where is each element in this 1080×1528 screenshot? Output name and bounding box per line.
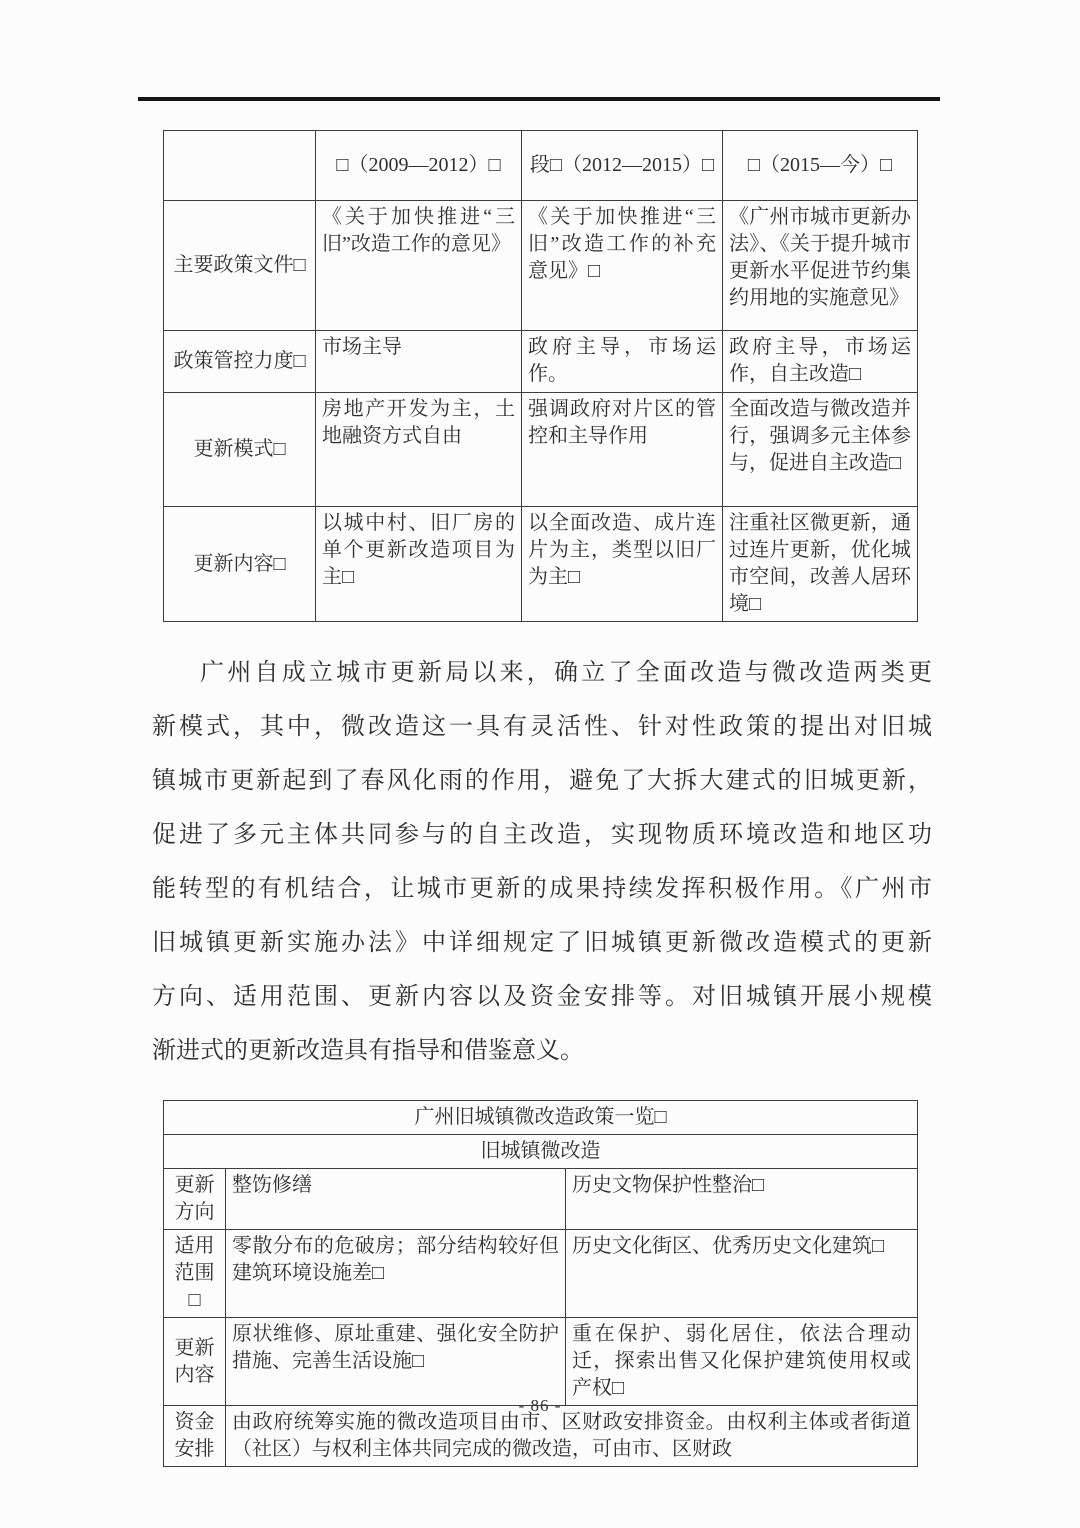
row-label-cell: 主要政策文件□ [164, 201, 316, 331]
row-label-cell: 更新内容 [164, 1318, 226, 1406]
paragraph-line: 促进了多元主体共同参与的自主改造，实现物质环境改造和地区功 [152, 822, 932, 848]
body-paragraph [152, 646, 932, 1078]
table-cell: 《关于加快推进“三旧”改造工作的意见》 [316, 201, 522, 331]
table-cell: 重在保护、弱化居住，依法合理动迁，探索出售又化保护建筑使用权或产权□ [566, 1318, 918, 1406]
table-title-row [164, 1101, 918, 1135]
table-cell: 《广州市城市更新办法》、《关于提升城市更新水平促进节约集约用地的实施意见》 [723, 201, 918, 331]
paragraph-line: 方向、适用范围、更新内容以及资金安排等。对旧城镇开展小规模 [152, 984, 932, 1010]
table-row [164, 201, 918, 331]
table-row [164, 1230, 918, 1318]
table-row [164, 393, 918, 507]
row-label-cell: 适用范围□ [164, 1230, 226, 1318]
table-cell: 零散分布的危破房；部分结构较好但建筑环境设施差□ [226, 1230, 566, 1318]
header-rule [138, 97, 940, 101]
table-cell: 以全面改造、成片连片为主，类型以旧厂为主□ [522, 507, 723, 622]
paragraph-line: 镇城市更新起到了春风化雨的作用，避免了大拆大建式的旧城更新， [152, 768, 932, 794]
page-content [152, 130, 932, 1467]
row-label-cell: 更新内容□ [164, 507, 316, 622]
table-cell: 强调政府对片区的管控和主导作用 [522, 393, 723, 507]
paragraph-line: 能转型的有机结合，让城市更新的成果持续发挥积极作用。《广州市 [152, 876, 932, 902]
table-cell: 全面改造与微改造并行，强调多元主体参与，促进自主改造□ [723, 393, 918, 507]
table-cell: 政府主导，市场运作，自主改造□ [723, 331, 918, 393]
paragraph-line: 旧城镇更新实施办法》中详细规定了旧城镇更新微改造模式的更新 [152, 930, 932, 956]
row-label-cell: 更新模式□ [164, 393, 316, 507]
table-cell: 市场主导 [316, 331, 522, 393]
table-cell: 以城中村、旧厂房的单个更新改造项目为主□ [316, 507, 522, 622]
row-label-cell: 资金安排 [164, 1406, 226, 1467]
table-cell: 政府主导，市场运作。 [522, 331, 723, 393]
policy-evolution-table [163, 130, 918, 622]
row-label-cell: 更新方向 [164, 1169, 226, 1230]
table-subtitle: 旧城镇微改造 [164, 1135, 918, 1169]
paragraph-line: 渐进式的更新改造具有指导和借鉴意义。 [152, 1038, 584, 1064]
table-header-cell: □（2009—2012）□ [316, 131, 522, 201]
table-header-row [164, 131, 918, 201]
table-header-cell: □（2015—今）□ [723, 131, 918, 201]
table-cell: 历史文化街区、优秀历史文化建筑□ [566, 1230, 918, 1318]
paragraph-line: 新模式，其中，微改造这一具有灵活性、针对性政策的提出对旧城 [152, 714, 932, 740]
table-cell: 由政府统筹实施的微改造项目由市、区财政安排资金。由权利主体或者街道（社区）与权利主体共同完成的微改造，可由市、区财政 [226, 1406, 918, 1467]
table-cell: 注重社区微更新，通过连片更新，优化城市空间，改善人居环境□ [723, 507, 918, 622]
table-row [164, 507, 918, 622]
table-title: 广州旧城镇微改造政策一览□ [164, 1101, 918, 1135]
table-row [164, 331, 918, 393]
row-label-cell: 政策管控力度□ [164, 331, 316, 393]
table-corner-cell [164, 131, 316, 201]
page-number: - 86 - [518, 1396, 562, 1415]
table-cell: 历史文物保护性整治□ [566, 1169, 918, 1230]
table-header-cell: 段□（2012—2015）□ [522, 131, 723, 201]
table-row [164, 1318, 918, 1406]
paragraph-line: 广州自成立城市更新局以来，确立了全面改造与微改造两类更 [200, 660, 932, 686]
table-cell: 原状维修、原址重建、强化安全防护措施、完善生活设施□ [226, 1318, 566, 1406]
table-row [164, 1169, 918, 1230]
table-cell: 整饬修缮 [226, 1169, 566, 1230]
table-cell: 《关于加快推进“三旧”改造工作的补充意见》□ [522, 201, 723, 331]
table-subtitle-row [164, 1135, 918, 1169]
table-cell: 房地产开发为主，土地融资方式自由 [316, 393, 522, 507]
